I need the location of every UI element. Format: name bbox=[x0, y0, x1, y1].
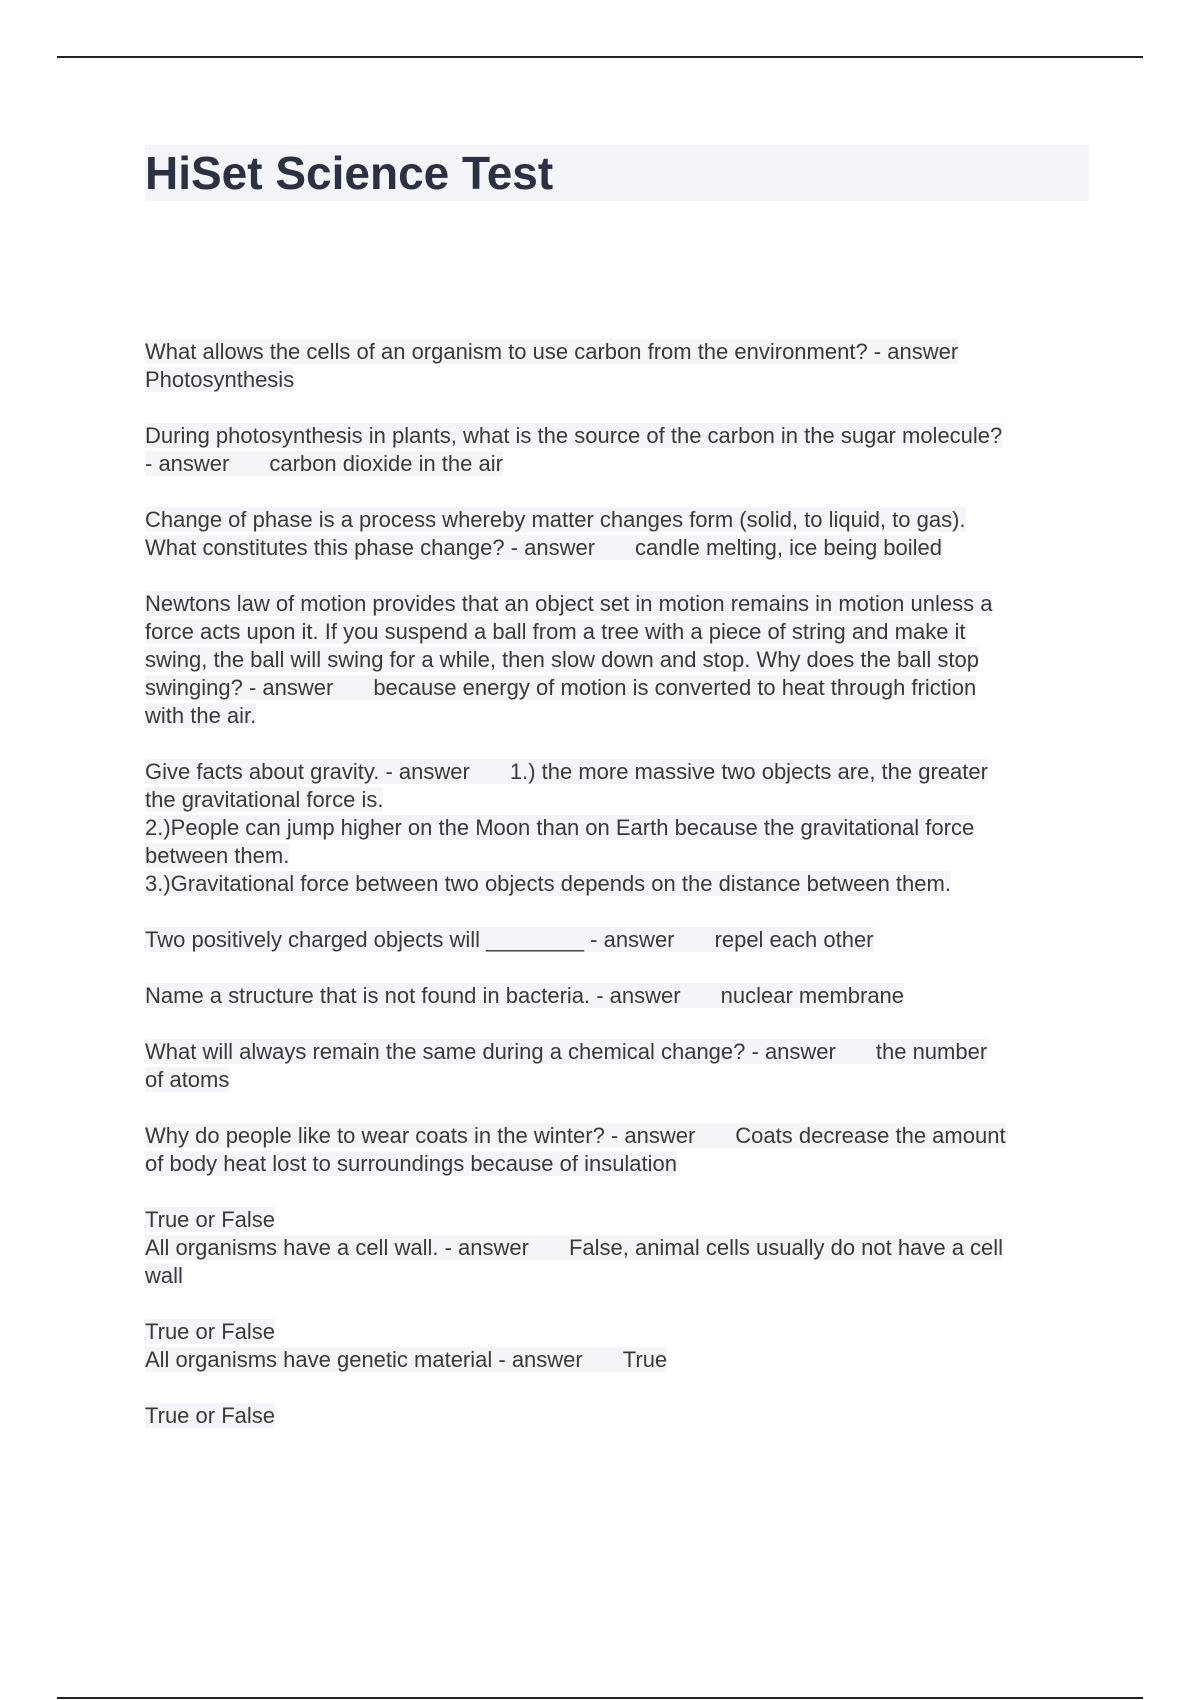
qa-item bbox=[145, 422, 1090, 478]
document-title: HiSet Science Test bbox=[145, 145, 1089, 201]
qa-item bbox=[145, 338, 1090, 394]
qa-item bbox=[145, 1038, 1090, 1094]
answer-text: because energy of motion is converted to heat through friction bbox=[373, 675, 977, 700]
answer-text: False, animal cells usually do not have a cell bbox=[568, 1235, 1004, 1260]
question-text: Two positively charged objects will ________ - answer bbox=[145, 927, 675, 952]
qa-item bbox=[145, 982, 1090, 1010]
question-text: True or False bbox=[145, 1319, 276, 1344]
question-text: Why do people like to wear coats in the winter? - answer bbox=[145, 1123, 696, 1148]
question-text: What will always remain the same during a chemical change? - answer bbox=[145, 1039, 836, 1064]
answer-text: of body heat lost to surroundings because of insulation bbox=[145, 1151, 678, 1176]
answer-text: with the air. bbox=[145, 703, 257, 728]
question-text: swing, the ball will swing for a while, then slow down and stop. Why does the ball stop bbox=[145, 647, 979, 672]
answer-text: of atoms bbox=[145, 1067, 230, 1092]
answer-text: nuclear membrane bbox=[720, 983, 905, 1008]
answer-label: - answer bbox=[145, 451, 230, 476]
answer-text: 3.)Gravitational force between two objects depends on the distance between them. bbox=[145, 871, 951, 896]
question-text: During photosynthesis in plants, what is the source of the carbon in the sugar molecule? bbox=[145, 423, 1003, 448]
qa-item bbox=[145, 1206, 1090, 1290]
qa-item bbox=[145, 1122, 1090, 1178]
question-text: All organisms have genetic material - answer bbox=[145, 1347, 583, 1372]
answer-text: Coats decrease the amount bbox=[735, 1123, 1006, 1148]
answer-text: carbon dioxide in the air bbox=[269, 451, 503, 476]
qa-item bbox=[145, 1318, 1090, 1374]
answer-text: the gravitational force is. bbox=[145, 787, 384, 812]
qa-item bbox=[145, 506, 1090, 562]
question-text: All organisms have a cell wall. - answer bbox=[145, 1235, 529, 1260]
qa-item bbox=[145, 1402, 1090, 1430]
question-text: True or False bbox=[145, 1207, 276, 1232]
question-text: Name a structure that is not found in bacteria. - answer bbox=[145, 983, 681, 1008]
bottom-divider bbox=[57, 1697, 1143, 1699]
question-text: swinging? - answer bbox=[145, 675, 334, 700]
answer-text: 1.) the more massive two objects are, the greater bbox=[509, 759, 988, 784]
question-text: Newtons law of motion provides that an object set in motion remains in motion unless a bbox=[145, 591, 993, 616]
answer-text: the number bbox=[875, 1039, 988, 1064]
question-text: Give facts about gravity. - answer bbox=[145, 759, 470, 784]
qa-item bbox=[145, 758, 1090, 898]
answer-text: between them. bbox=[145, 843, 290, 868]
qa-list bbox=[145, 338, 1090, 1458]
question-text: What constitutes this phase change? - answer bbox=[145, 535, 596, 560]
question-text: True or False bbox=[145, 1403, 276, 1428]
question-text: What allows the cells of an organism to use carbon from the environment? - answer bbox=[145, 339, 959, 364]
question-text: Change of phase is a process whereby matter changes form (solid, to liquid, to gas). bbox=[145, 507, 966, 532]
qa-item bbox=[145, 590, 1090, 730]
answer-text: wall bbox=[145, 1263, 183, 1288]
answer-text: 2.)People can jump higher on the Moon than on Earth because the gravitational force bbox=[145, 815, 975, 840]
answer-text: Photosynthesis bbox=[145, 367, 295, 392]
answer-text: True bbox=[622, 1347, 668, 1372]
top-divider bbox=[57, 56, 1143, 58]
qa-item bbox=[145, 926, 1090, 954]
answer-text: candle melting, ice being boiled bbox=[635, 535, 943, 560]
question-text: force acts upon it. If you suspend a ball from a tree with a piece of string and make it bbox=[145, 619, 966, 644]
answer-text: repel each other bbox=[714, 927, 874, 952]
